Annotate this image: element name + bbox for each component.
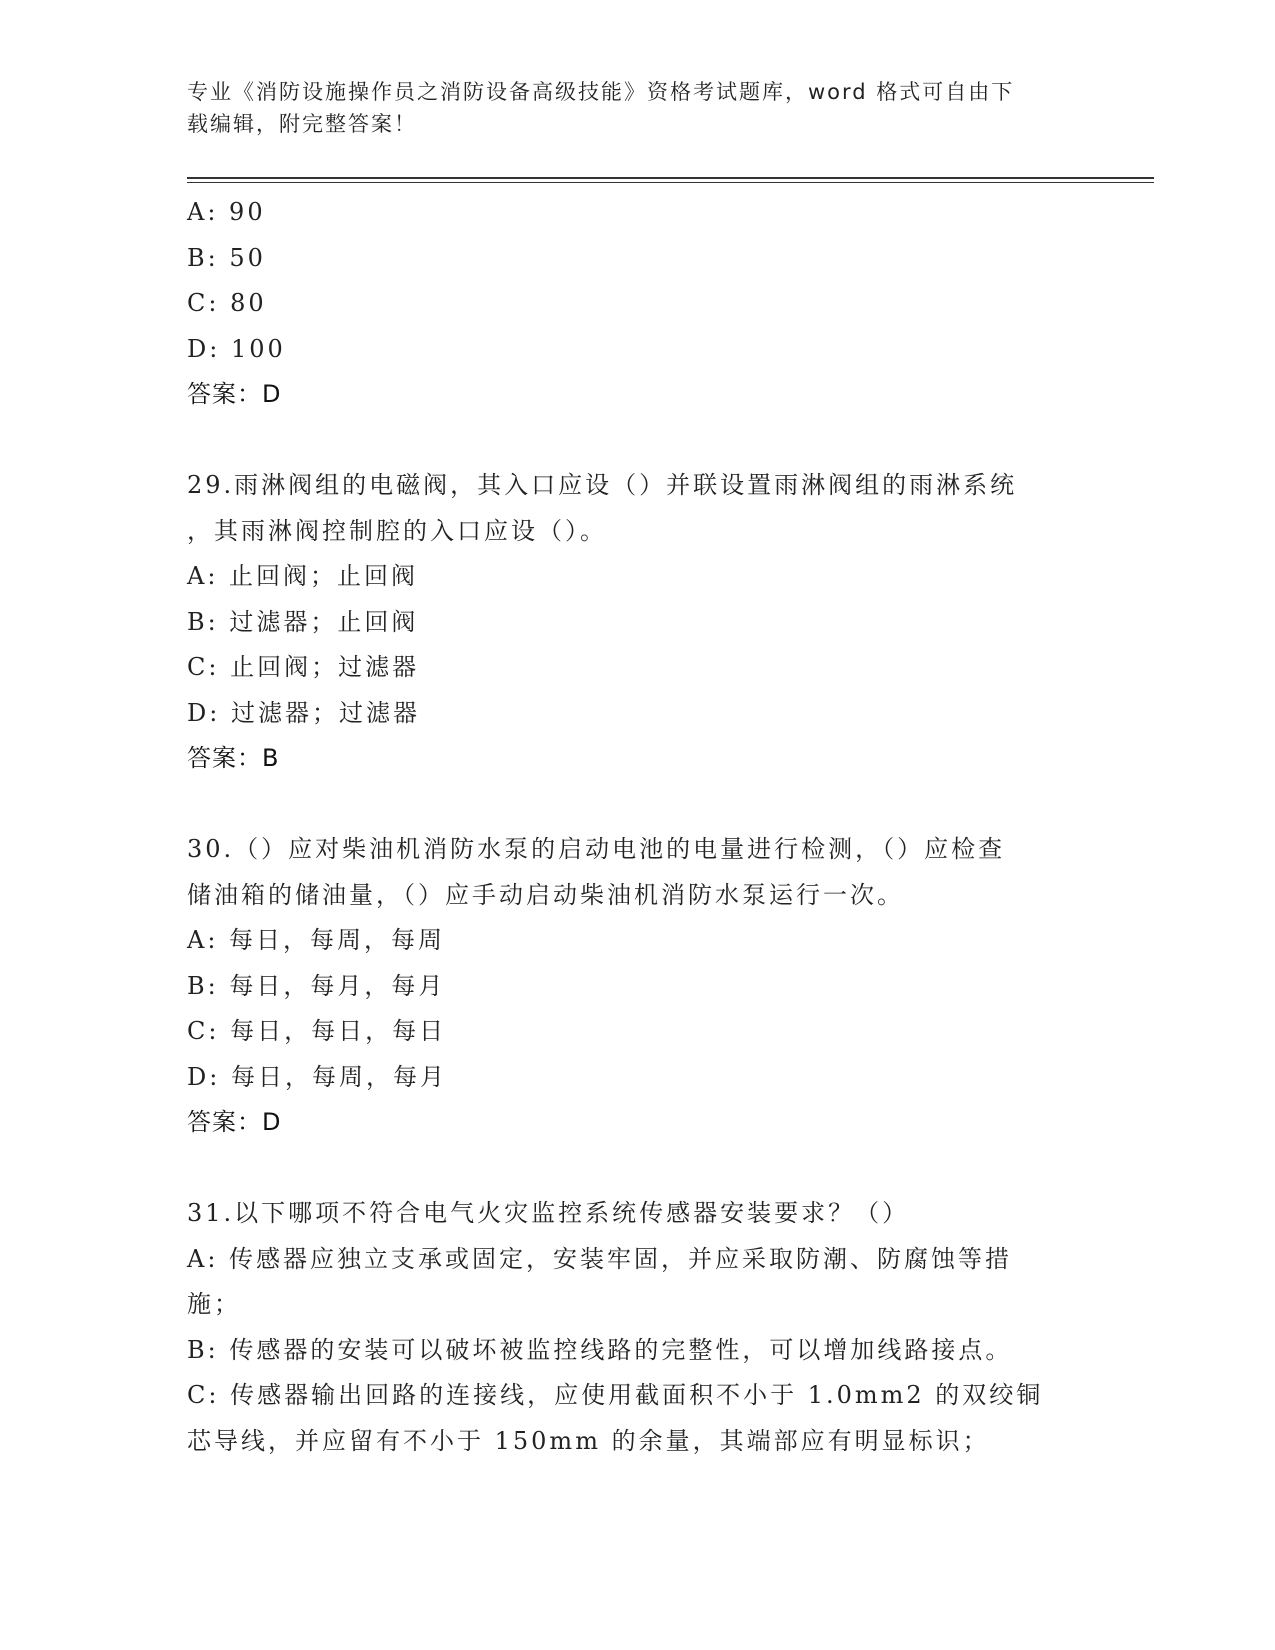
- question-30: [187, 827, 1087, 1146]
- question-stem-line: 30.（）应对柴油机消防水泵的启动电池的电量进行检测，（）应检查: [187, 835, 1006, 863]
- option-a: A: 每日，每周，每周: [187, 926, 446, 954]
- header-divider-thin: [187, 182, 1154, 183]
- question-list: [187, 190, 1087, 1464]
- option-a: A: 止回阀；止回阀: [187, 562, 419, 590]
- option-b: B: 每日，每月，每月: [187, 971, 446, 1000]
- option-c: C: 止回阀；过滤器: [187, 653, 420, 681]
- question-31: [187, 1191, 1087, 1464]
- question-29: [187, 463, 1087, 782]
- option-d: D: 100: [187, 334, 286, 363]
- header-line-1: 专业《消防设施操作员之消防设备高级技能》资格考试题库，word 格式可自由下: [187, 80, 1015, 104]
- option-d: D: 过滤器；过滤器: [187, 698, 420, 727]
- header-divider-thick: [187, 177, 1154, 179]
- document-header: [187, 76, 1087, 140]
- option-c-continued: 芯导线，并应留有不小于 150mm 的余量，其端部应有明显标识；: [187, 1426, 990, 1455]
- question-stem-line: 31.以下哪项不符合电气火灾监控系统传感器安装要求？（）: [187, 1199, 910, 1227]
- option-c: C: 每日，每日，每日: [187, 1017, 447, 1045]
- answer-line: 答案：B: [187, 744, 280, 772]
- option-b: B: 传感器的安装可以破坏被监控线路的完整性，可以增加线路接点。: [187, 1335, 1013, 1364]
- spacer: [187, 1146, 1087, 1192]
- option-d: D: 每日，每周，每月: [187, 1062, 447, 1091]
- option-b: B: 过滤器；止回阀: [187, 607, 419, 636]
- header-line-2: 载编辑，附完整答案！: [187, 112, 417, 136]
- option-c: C: 80: [187, 289, 267, 317]
- answer-line: 答案：D: [187, 380, 282, 408]
- option-a-continued: 施；: [187, 1290, 241, 1318]
- spacer: [187, 782, 1087, 828]
- option-b: B: 50: [187, 243, 266, 272]
- option-a: A: 传感器应独立支承或固定，安装牢固，并应采取防潮、防腐蚀等措: [187, 1244, 1013, 1273]
- answer-line: 答案：D: [187, 1108, 282, 1136]
- question-28: [187, 190, 1087, 418]
- question-stem-line: ，其雨淋阀控制腔的入口应设（）。: [187, 516, 607, 545]
- spacer: [187, 418, 1087, 464]
- option-a: A: 90: [187, 198, 266, 226]
- question-stem-line: 储油箱的储油量，（）应手动启动柴油机消防水泵运行一次。: [187, 880, 904, 909]
- question-stem-line: 29.雨淋阀组的电磁阀，其入口应设（）并联设置雨淋阀组的雨淋系统: [187, 471, 1018, 499]
- option-c: C: 传感器输出回路的连接线，应使用截面积不小于 1.0mm2 的双绞铜: [187, 1381, 1044, 1409]
